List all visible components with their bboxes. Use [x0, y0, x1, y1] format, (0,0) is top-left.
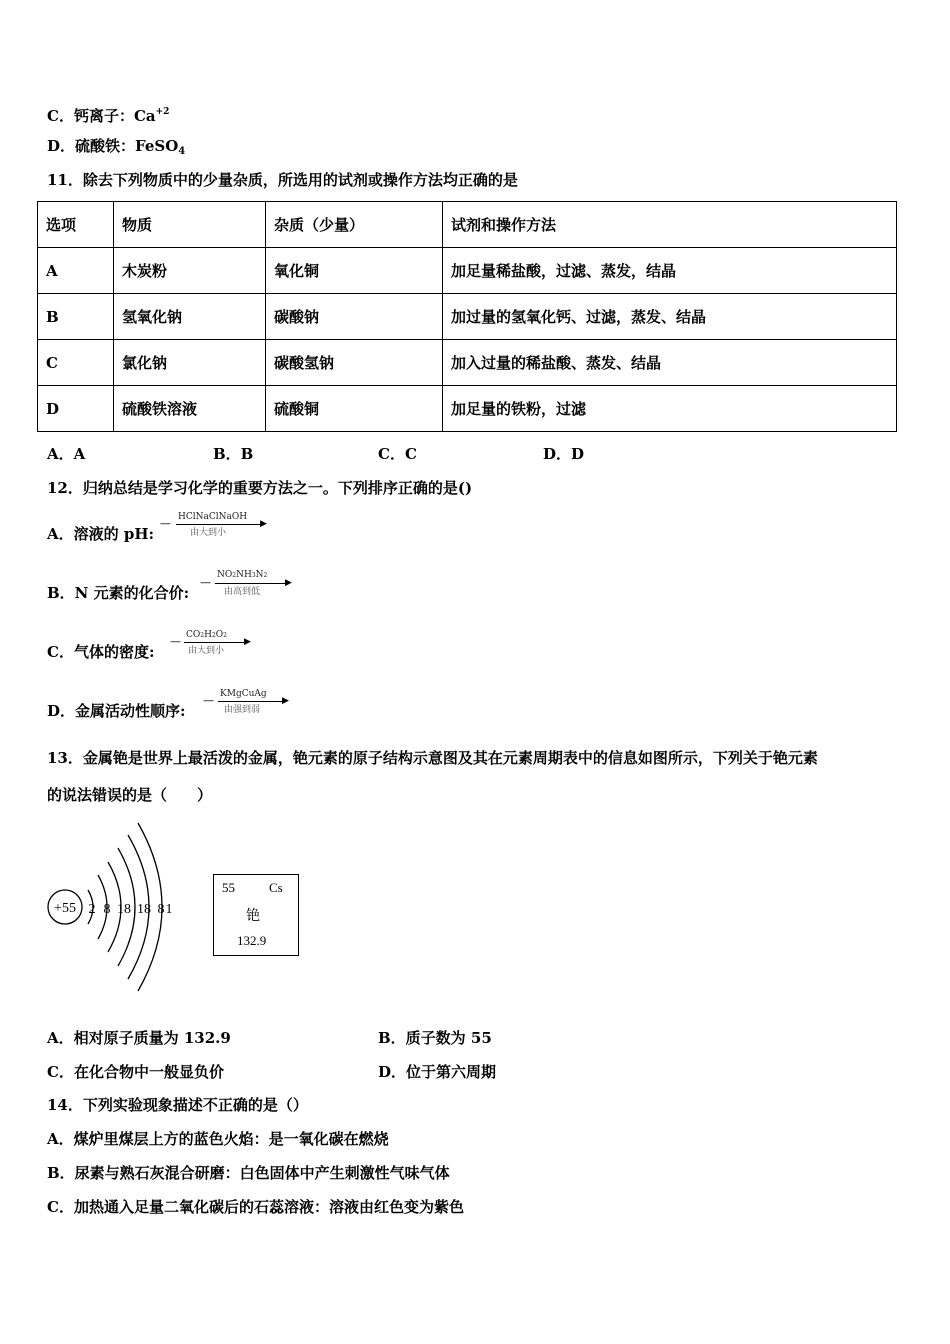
q11-stem: 11．除去下列物质中的少量杂质，所选用的试剂或操作方法均正确的是 — [47, 171, 518, 189]
table-header: 杂质（少量） — [266, 202, 443, 248]
q11-table — [37, 201, 897, 432]
table-cell: 加过量的氢氧化钙、过滤，蒸发、结晶 — [443, 294, 897, 340]
table-cell: 木炭粉 — [114, 248, 266, 294]
shell-electron-count: 18 — [137, 902, 151, 917]
q12-option-c: C．气体的密度: — [47, 643, 155, 661]
table-row — [38, 248, 897, 294]
table-cell: C — [38, 340, 114, 386]
option-d-iron-sulfate: D．硫酸铁：FeSO$_4$ — [47, 137, 186, 157]
q14-stem: 14．下列实验现象描述不正确的是（） — [47, 1096, 308, 1114]
q11-option-a: A．A — [47, 445, 86, 463]
option-c-calcium-ion: C．钙离子：$Ca^{+2}$ — [47, 107, 170, 125]
element-symbol: Cs — [269, 880, 283, 895]
table-cell: 硫酸铜 — [266, 386, 443, 432]
q14-option-b: B．尿素与熟石灰混合研磨：白色固体中产生刺激性气味气体 — [47, 1164, 450, 1182]
q11-option-d: D．D — [543, 445, 585, 463]
table-cell: B — [38, 294, 114, 340]
atomic-mass: 132.9 — [237, 933, 267, 948]
q13-option-d: D．位于第六周期 — [378, 1063, 497, 1081]
table-cell: 加足量的铁粉，过滤 — [443, 386, 897, 432]
table-cell: 氢氧化钠 — [114, 294, 266, 340]
shell-electron-count: 2 — [88, 902, 96, 917]
table-header: 试剂和操作方法 — [443, 202, 897, 248]
atomic-number: 55 — [222, 880, 235, 895]
table-row — [38, 294, 897, 340]
table-header: 物质 — [114, 202, 266, 248]
q11-option-c: C．C — [378, 445, 417, 463]
nucleus-charge: +55 — [54, 901, 76, 916]
table-row — [38, 386, 897, 432]
q13-option-b: B．质子数为 55 — [378, 1029, 492, 1047]
table-header: 选项 — [38, 202, 114, 248]
table-header-row — [38, 202, 897, 248]
table-cell: A — [38, 248, 114, 294]
table-cell: 氯化钠 — [114, 340, 266, 386]
q13-stem-line1: 13．金属铯是世界上最活泼的金属，铯元素的原子结构示意图及其在元素周期表中的信息如图所示，下列关于铯元素 — [47, 749, 818, 767]
q12-option-b: B．N 元素的化合价: — [47, 584, 190, 602]
q12-option-a: A．溶液的 pH: — [47, 525, 155, 543]
table-cell: 加足量稀盐酸，过滤、蒸发，结晶 — [443, 248, 897, 294]
q14-option-c: C．加热通入足量二氧化碳后的石蕊溶液：溶液由红色变为紫色 — [47, 1198, 464, 1216]
q11-option-b: B．B — [213, 445, 254, 463]
periodic-table-tile — [213, 874, 299, 956]
table-cell: 加入过量的稀盐酸、蒸发、结晶 — [443, 340, 897, 386]
shell-electron-count: 1 — [165, 902, 173, 917]
q13-stem-line2: 的说法错误的是（ ） — [47, 786, 213, 804]
q13-option-c: C．在化合物中一般显负价 — [47, 1063, 224, 1081]
shell-electron-count: 8 — [103, 902, 111, 917]
shell-electron-count: 18 — [117, 902, 131, 917]
q12-option-d: D．金属活动性顺序: — [47, 702, 186, 720]
q12-stem: 12．归纳总结是学习化学的重要方法之一。下列排序正确的是() — [47, 479, 473, 497]
table-cell: 碳酸氢钠 — [266, 340, 443, 386]
table-cell: 氧化铜 — [266, 248, 443, 294]
table-cell: D — [38, 386, 114, 432]
table-cell: 硫酸铁溶液 — [114, 386, 266, 432]
q14-option-a: A．煤炉里煤层上方的蓝色火焰：是一氧化碳在燃烧 — [47, 1130, 389, 1148]
shell-electron-count: 8 — [157, 902, 165, 917]
table-row — [38, 340, 897, 386]
cesium-atom-structure-diagram — [40, 820, 190, 995]
q13-option-a: A．相对原子质量为 132.9 — [47, 1029, 231, 1047]
table-cell: 碳酸钠 — [266, 294, 443, 340]
element-name: 铯 — [246, 909, 260, 924]
